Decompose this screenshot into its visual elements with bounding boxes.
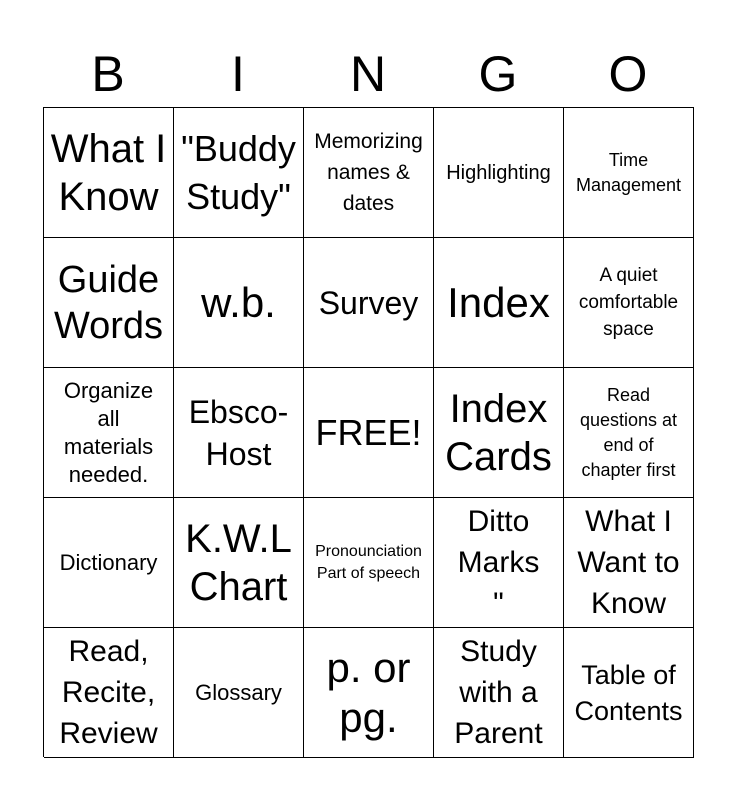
cell-text: Read questions at end of chapter first (579, 384, 678, 480)
cell-text: K.W.L Chart (185, 516, 292, 609)
cell-text: "Buddy Study" (181, 127, 296, 217)
bingo-cell (174, 238, 304, 368)
bingo-cell (564, 108, 694, 238)
header-letter-n: N (349, 46, 387, 102)
bingo-cell (304, 238, 434, 368)
header-letter-o: O (608, 46, 648, 102)
cell-text: Ditto Marks " (457, 505, 540, 620)
bingo-cell (304, 498, 434, 628)
cell-text: Memorizing names & dates (314, 130, 423, 215)
cell-text: Table of Contents (574, 659, 683, 726)
cell-text: Index Cards (445, 386, 552, 479)
cell-text: Survey (318, 284, 419, 321)
cell-text: Glossary (195, 679, 282, 705)
bingo-cell (434, 238, 564, 368)
cell-text: w.b. (201, 278, 276, 326)
cell-text: p. or pg. (326, 643, 411, 741)
bingo-cell (564, 628, 694, 758)
cell-text: Guide Words (53, 258, 164, 347)
cell-text: What I Want to Know (577, 505, 680, 620)
bingo-cell (434, 628, 564, 758)
cell-text: Dictionary (59, 549, 158, 575)
bingo-cell (434, 498, 564, 628)
header-letter-b: B (91, 46, 125, 102)
bingo-cell (174, 628, 304, 758)
cell-text: What I Know (50, 126, 167, 219)
bingo-cell (44, 238, 174, 368)
bingo-cell (174, 368, 304, 498)
bingo-cell (304, 108, 434, 238)
header-letter-g: G (478, 46, 518, 102)
cell-text: Time Management (575, 149, 682, 195)
bingo-cell (44, 108, 174, 238)
bingo-cell (564, 498, 694, 628)
bingo-cell (564, 238, 694, 368)
bingo-header (43, 42, 693, 106)
bingo-cell free-space (304, 368, 434, 498)
bingo-cell (304, 628, 434, 758)
bingo-cell (44, 628, 174, 758)
bingo-cell (434, 108, 564, 238)
header-letter-i: I (231, 46, 245, 102)
bingo-cell (174, 498, 304, 628)
cell-text: Organize all materials needed. (63, 377, 154, 487)
cell-text: Index (447, 278, 550, 326)
cell-text: A quiet comfortable space (578, 265, 679, 340)
bingo-cell (434, 368, 564, 498)
bingo-grid (43, 107, 694, 757)
cell-text: Study with a Parent (454, 635, 543, 750)
bingo-cell (44, 368, 174, 498)
cell-text: Highlighting (446, 161, 551, 184)
cell-text: Ebsco- Host (188, 393, 289, 472)
free-space-text: FREE! (315, 411, 422, 453)
bingo-cell (564, 368, 694, 498)
bingo-cell (44, 498, 174, 628)
cell-text: Pronounciation Part of speech (315, 542, 422, 582)
cell-text: Read, Recite, Review (59, 635, 158, 750)
bingo-cell (174, 108, 304, 238)
